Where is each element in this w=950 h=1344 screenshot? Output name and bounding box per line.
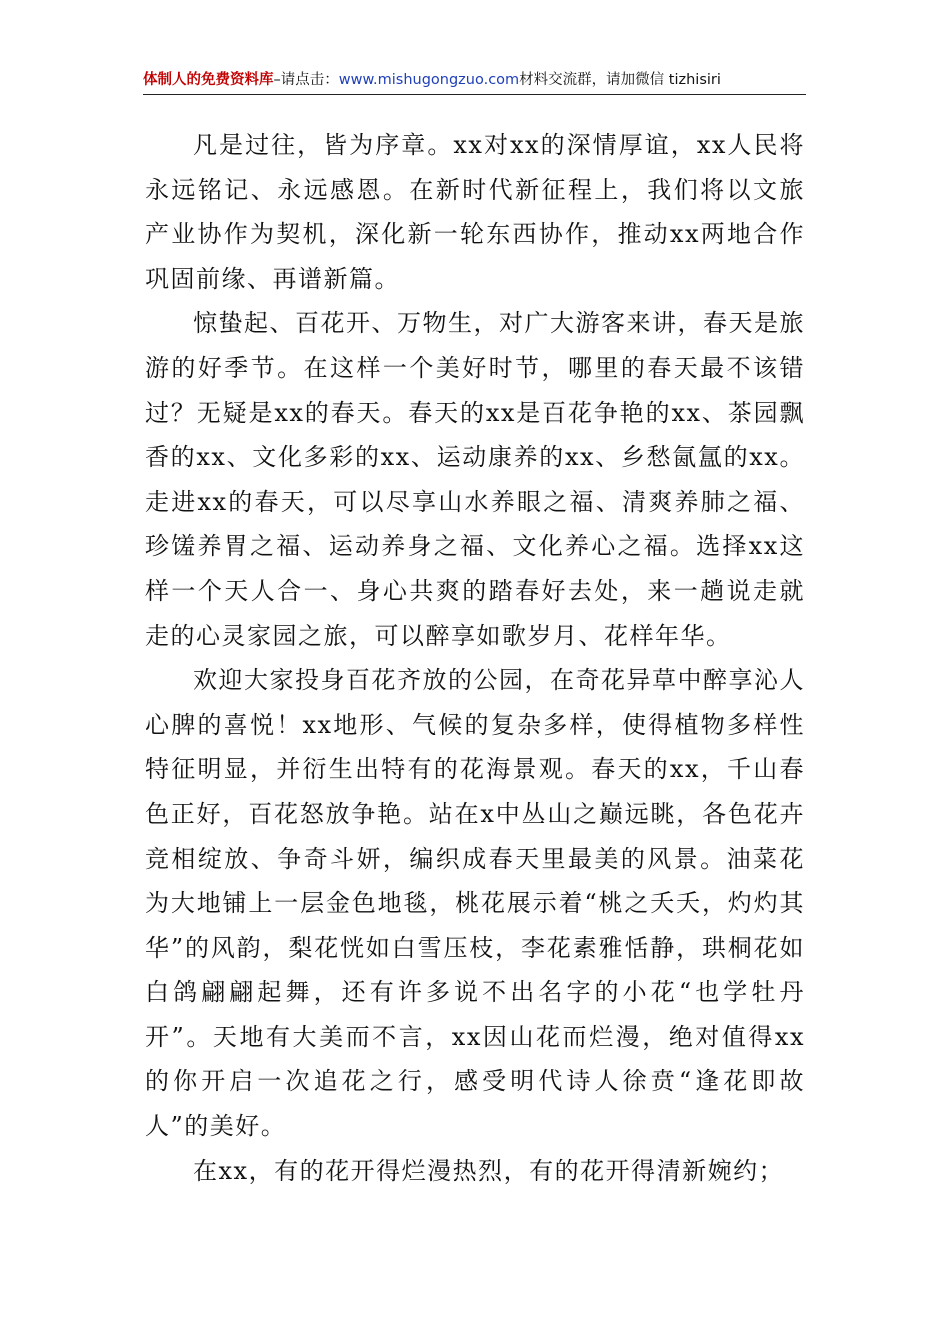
header-brand: 体制人的免费资料库 [143, 72, 274, 88]
paragraph: 惊蛰起、百花开、万物生，对广大游客来讲，春天是旅游的好季节。在这样一个美好时节，哪里的春天最不该错过？无疑是xx的春天。春天的xx是百花争艳的xx、茶园飘香的xx、文化多彩的xx、运动康养的xx、乡愁氤氲的xx。走进xx的春天，可以尽享山水养眼之福、清爽养肺之福、珍馐养胃之福、运动养身之福、文化养心之福。选择xx这样一个天人合一、身心共爽的踏春好去处，来一趟说走就走的心灵家园之旅，可以醉享如歌岁月、花样年华。 [145, 309, 805, 650]
document-body [145, 123, 805, 1193]
paragraph: 在xx，有的花开得烂漫热烈，有的花开得清新婉约； [193, 1156, 785, 1185]
paragraph: 凡是过往，皆为序章。xx对xx的深情厚谊，xx人民将永远铭记、永远感恩。在新时代新征程上，我们将以文旅产业协作为契机，深化新一轮东西协作，推动xx两地合作巩固前缘、再谱新篇。 [145, 131, 805, 293]
header-link[interactable]: www.mishugongzuo.com [338, 72, 520, 88]
page-header [143, 68, 806, 95]
header-suffix: 材料交流群，请加微信 tizhisiri [519, 72, 721, 88]
header-prompt: –请点击： [273, 72, 339, 88]
paragraph: 欢迎大家投身百花齐放的公园，在奇花异草中醉享沁人心脾的喜悦！xx地形、气候的复杂多样，使得植物多样性特征明显，并衍生出特有的花海景观。春天的xx，千山春色正好，百花怒放争艳。站在x中丛山之巅远眺，各色花卉竞相绽放、争奇斗妍，编织成春天里最美的风景。油菜花为大地铺上一层金色地毯，桃花展示着“桃之夭夭，灼灼其华”的风韵，梨花恍如白雪压枝，李花素雅恬静，珙桐花如白鸽翩翩起舞，还有许多说不出名字的小花“也学牡丹开”。天地有大美而不言，xx因山花而烂漫，绝对值得xx的你开启一次追花之行，感受明代诗人徐贲“逢花即故人”的美好。 [145, 666, 805, 1141]
